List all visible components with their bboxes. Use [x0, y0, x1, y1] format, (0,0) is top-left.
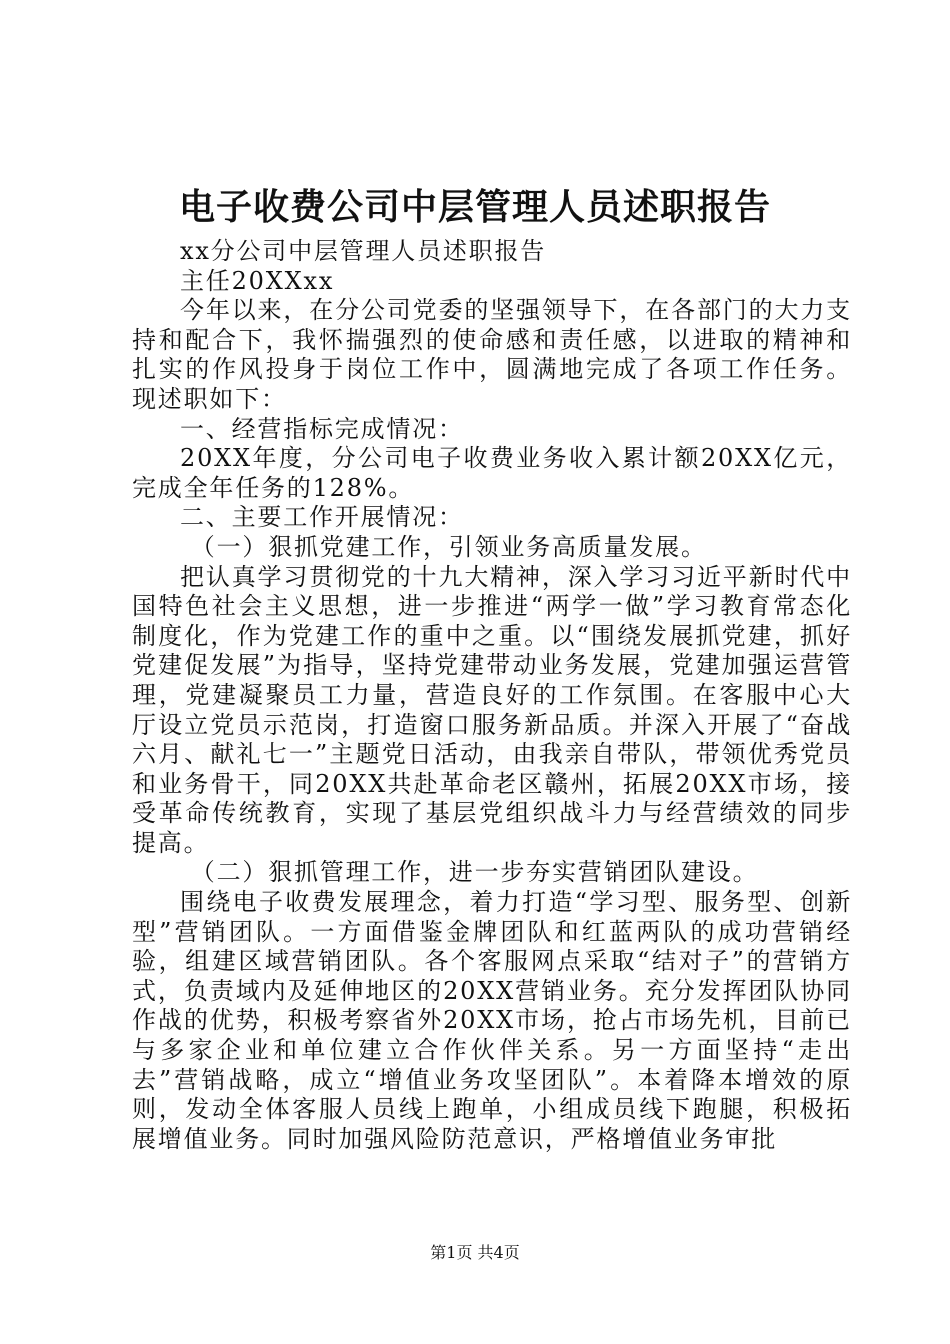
paragraph-subtitle: xx分公司中层管理人员述职报告	[180, 237, 547, 265]
paragraph-performance: 20XX年度，分公司电子收费业务收入累计额20XX亿元，完成全年任务的128%。	[132, 444, 852, 502]
document-title: 电子收费公司中层管理人员述职报告	[178, 187, 771, 228]
subsection-heading-1: （一）狠抓党建工作，引领业务高质量发展。	[190, 532, 707, 561]
paragraph-management: 围绕电子收费发展理念，着力打造“学习型、服务型、创新型”营销团队。一方面借鉴金牌团队和红蓝两队的成功营销经验，组建区域营销团队。各个客服网点采取“结对子”的营销方式，负责域内及延伸地区的20XX营销业务。充分发挥团队协同作战的优势，积极考察省外20XX市场，抢占市场先机，目前已与多家企业和单位建立合作伙伴关系。另一方面坚持“走出去”营销战略，成立“增值业务攻坚团队”。本着降本增效的原则，发动全体客服人员线上跑单，小组成员线下跑腿，积极拓展增值业务。同时加强风险防范意识，严格增值业务审批	[132, 888, 852, 1153]
paragraph-author: 主任20XXxx	[180, 266, 335, 295]
section-heading-1: 一、经营指标完成情况：	[180, 414, 464, 443]
subsection-heading-2: （二）狠抓管理工作，进一步夯实营销团队建设。	[190, 858, 759, 887]
paragraph-intro: 今年以来，在分公司党委的坚强领导下，在各部门的大力支持和配合下，我怀揣强烈的使命感和责任感，以进取的精神和扎实的作风投身于岗位工作中，圆满地完成了各项工作任务。现述职如下：	[132, 296, 852, 413]
paragraph-party-building: 把认真学习贯彻党的十九大精神，深入学习习近平新时代中国特色社会主义思想，进一步推进“两学一做”学习教育常态化制度化，作为党建工作的重中之重。以“围绕发展抓党建，抓好党建促发展”为指导，坚持党建带动业务发展，党建加强运营管理，党建凝聚员工力量，营造良好的工作氛围。在客服中心大厅设立党员示范岗，打造窗口服务新品质。并深入开展了“奋战六月、献礼七一”主题党日活动，由我亲自带队，带领优秀党员和业务骨干，同20XX共赴革命老区赣州，拓展20XX市场，接受革命传统教育，实现了基层党组织战斗力与经营绩效的同步提高。	[132, 562, 852, 857]
section-heading-2: 二、主要工作开展情况：	[180, 503, 464, 532]
page-footer: 第1页 共4页	[430, 1243, 520, 1262]
document-body	[132, 237, 852, 1154]
